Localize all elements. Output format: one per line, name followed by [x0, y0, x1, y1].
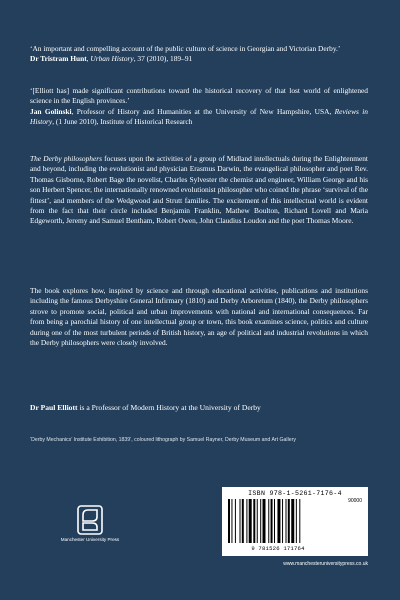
barcode-icon	[228, 499, 328, 545]
price-code: 90000	[348, 498, 362, 504]
barcode-digits: 9 781526 171764	[251, 545, 305, 552]
author-name: Dr Paul Elliott	[30, 403, 78, 412]
explores-paragraph: The book explores how, inspired by science and through educational activities, publications and institutions including the famous Derbyshire General Infirmary (1810) and Derby Arboretum (1840), the Derby philosophers strove to promote social, political and urban improvements with national and international consequences. Far from being a parochial history of one intellectual group or town, this book examines science, politics and culture during one of the most turbulent periods of British history, an age of political and industrial revolutions in which the Derby philosophers were closely involved.	[30, 286, 368, 348]
quote-source-detail: , 37 (2010), 189–91	[133, 54, 193, 64]
description-paragraph	[30, 154, 368, 227]
author-bio-text	[30, 403, 368, 413]
publisher-name: Manchester University Press	[60, 537, 120, 542]
review-quote-2	[30, 86, 368, 128]
book-title: The Derby philosophers	[30, 154, 103, 163]
quote-text: ‘[Elliott has] made significant contributions toward the historical recovery of that lost world of enlightened science in the English provinces.’	[30, 86, 368, 106]
quote-source: Reviews in History	[30, 106, 368, 127]
quote-attribution	[30, 107, 368, 128]
quote-author: Dr Tristram Hunt	[30, 54, 87, 64]
quote-author: Jan Golinski	[30, 106, 72, 116]
author-bio	[30, 403, 368, 413]
review-quote-1	[30, 44, 368, 65]
quote-attribution: Dr Tristram Hunt, Urban History, 37 (2010), 189–91	[30, 54, 193, 64]
publisher-logo	[58, 505, 122, 543]
barcode-panel	[222, 487, 368, 556]
quote-source: Urban History	[90, 54, 134, 64]
cover-image-caption: ‘Derby Mechanics’ Institute Exhibition, 1839’, coloured lithograph by Samuel Rayner, Derby Museum and Art Gallery	[30, 437, 296, 443]
book-explores	[30, 286, 368, 348]
publisher-url: www.manchesteruniversitypress.co.uk	[283, 561, 368, 567]
description-text: focuses upon the activities of a group of Midland intellectuals during the Enlightenment and beyond, including the evolutionist and physician Erasmus Darwin, the evangelical philosopher and poet Rev. Thomas Gisborne, Robert Bage the novelist, Charles Sylvester the chemist and engineer, William George and his son Herbert Spencer, the internationally renowned evolutionist philosopher who coined the phrase ‘survival of the fittest’, and members of the Wedgwood and Strutt families. The excitement of this intellectual world is evident from the fact that their circle included Benjamin Franklin, Mathew Boulton, Richard Lovell and Maria Edgeworth, Jeremy and Samuel Bentham, Robert Owen, John Claudius Loudon and the poet Thomas Moore.	[30, 154, 368, 226]
book-description	[30, 154, 368, 227]
quote-affiliation: , Professor of History and Humanities at the University of New Hampshire, USA,	[71, 106, 335, 116]
mup-logo-icon	[58, 505, 122, 535]
quote-text: ‘An important and compelling account of the public culture of science in Georgian and Victorian Derby.’	[30, 44, 341, 53]
author-bio-detail: is a Professor of Modern History at the University of Derby	[77, 403, 261, 412]
quote-source-detail: , (1 June 2010), Institute of Historical Research	[52, 117, 193, 127]
isbn-number: ISBN 978-1-5261-7176-4	[248, 490, 342, 497]
